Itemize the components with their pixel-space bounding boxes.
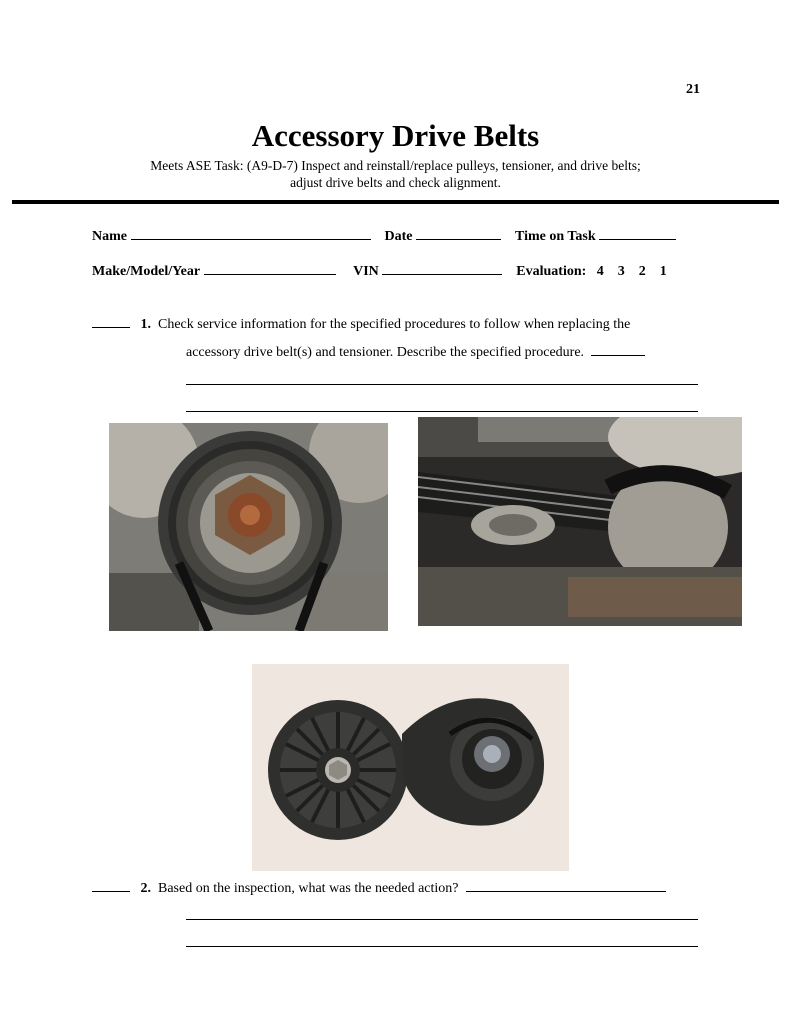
page-subtitle <box>0 157 791 191</box>
belt-routing-photo <box>418 417 742 626</box>
alternator-pulley-photo <box>109 423 388 631</box>
question-2-answer-line-2[interactable] <box>186 946 698 947</box>
subtitle-line-2: adjust drive belts and check alignment. <box>290 175 501 190</box>
header-divider <box>12 200 779 204</box>
time-on-task-field[interactable] <box>599 227 676 240</box>
evaluation-label: Evaluation: <box>516 264 587 279</box>
question-2-answer-line-1[interactable] <box>186 919 698 920</box>
name-label: Name <box>92 229 127 244</box>
question-1-number: 1. <box>140 317 151 332</box>
vehicle-eval-row <box>92 262 667 280</box>
question-2-answer-blank[interactable] <box>466 879 666 892</box>
question-1-answer-line-1[interactable] <box>186 384 698 385</box>
evaluation-score-3[interactable]: 3 <box>617 264 625 279</box>
evaluation-score-2[interactable]: 2 <box>638 264 646 279</box>
subtitle-line-1: Meets ASE Task: (A9-D-7) Inspect and reinstall/replace pulleys, tensioner, and drive belts; <box>150 158 641 173</box>
page-title: Accessory Drive Belts <box>251 118 540 153</box>
time-on-task-label: Time on Task <box>515 229 596 244</box>
question-1 <box>92 315 630 333</box>
name-field[interactable] <box>131 227 371 240</box>
question-2-check-blank[interactable] <box>92 879 130 892</box>
vin-label: VIN <box>353 264 379 279</box>
evaluation-score-4[interactable]: 4 <box>596 264 604 279</box>
make-model-year-field[interactable] <box>204 262 336 275</box>
name-date-row <box>92 227 676 245</box>
question-1-text-line-1: Check service information for the specified procedures to follow when replacing the <box>158 317 631 332</box>
date-field[interactable] <box>416 227 501 240</box>
question-1-check-blank[interactable] <box>92 315 130 328</box>
date-label: Date <box>384 229 413 244</box>
question-1-answer-line-2[interactable] <box>186 411 698 412</box>
question-1-text-line-2: accessory drive belt(s) and tensioner. Describe the specified procedure. <box>186 345 585 360</box>
question-1-answer-blank[interactable] <box>591 343 645 356</box>
question-1-line-2 <box>186 343 645 361</box>
make-model-year-label: Make/Model/Year <box>92 264 201 279</box>
page-number: 21 <box>686 82 700 97</box>
question-2 <box>92 879 666 897</box>
vin-field[interactable] <box>382 262 502 275</box>
question-2-number: 2. <box>140 881 151 896</box>
evaluation-score-1[interactable]: 1 <box>659 264 667 279</box>
belt-tensioner-photo <box>252 664 569 871</box>
question-2-text-line-1: Based on the inspection, what was the needed action? <box>158 881 459 896</box>
